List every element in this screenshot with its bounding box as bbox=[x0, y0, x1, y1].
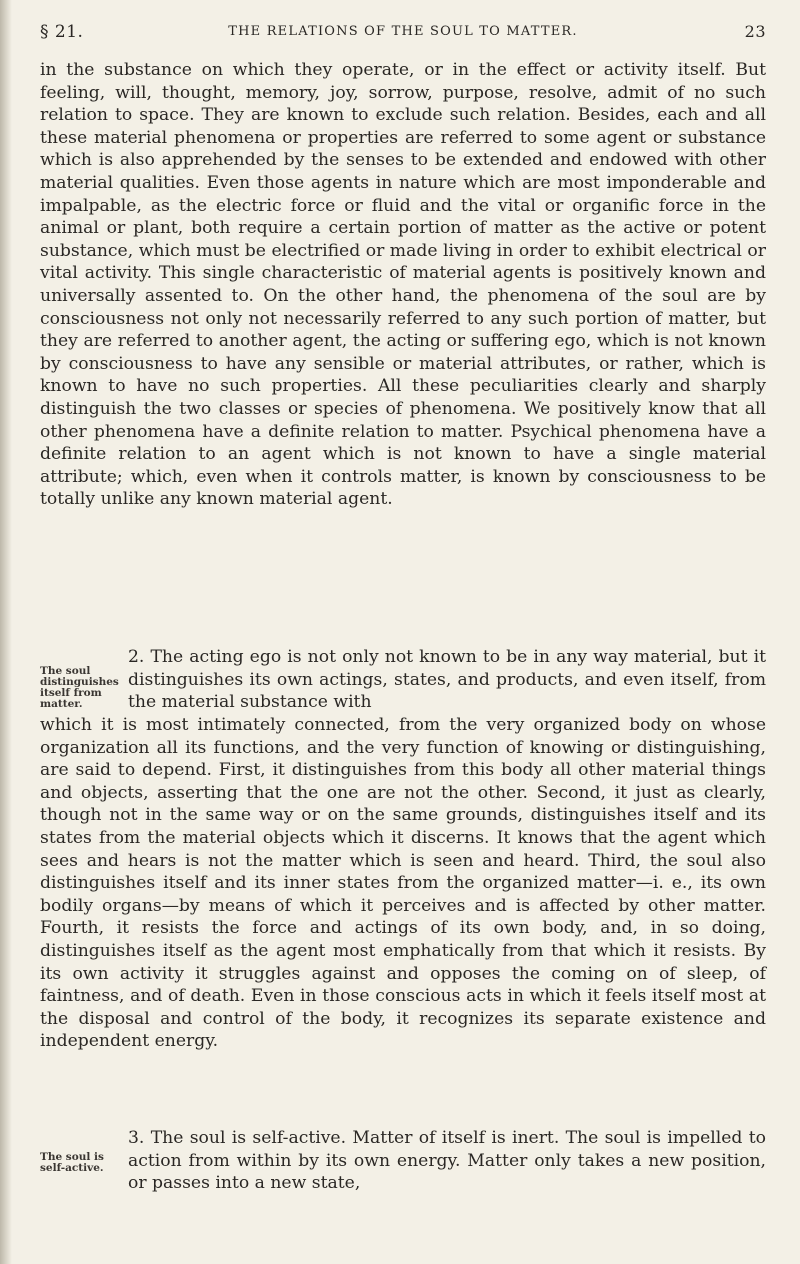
paragraph-2-lead: 2. The acting ego is not only not known to be in any way material, but it distinguishes its own actings, states, and products, and even itself, from the material substance with bbox=[128, 647, 766, 713]
margin-note-soul-distinguishes: The soul distinguishes itself from matter. bbox=[40, 665, 119, 710]
page-edge-shadow bbox=[0, 0, 12, 1264]
running-header bbox=[40, 18, 766, 48]
paragraph-2-body: which it is most intimately connected, from the very organized body on whose organization all its functions, and the very function of knowing or distinguishing, are said to depend. First, it distinguishes from this body all other material things and objects, asserting that the one are not the other. Second, it just as clearly, though not in the same way or on the same grounds, distinguishes itself and its states from the material objects which it discerns. It knows that the agent which sees and hears is not the matter which is seen and heard. Third, the soul also distinguishes itself and its inner states from the organized matter—i. e., its own bodily organs—by means of which it perceives and is affected by other matter. Fourth, it resists the force and actings of its own body, and, in so doing, distinguishes itself as the agent most emphatically from that which it resists. By its own activity it struggles against and opposes the coming on of sleep, of faintness, and of death. Even in those conscious acts in which it feels itself most at the disposal and control of the body, it recognizes its separate existence and independent energy. bbox=[40, 715, 766, 1052]
section-number: § 21. bbox=[40, 22, 84, 42]
margin-note-self-active: The soul is self-active. bbox=[40, 1151, 104, 1174]
page-number: 23 bbox=[744, 22, 766, 41]
paragraph-1: in the substance on which they operate, or in the effect or activity itself. But feeling, will, thought, memory, joy, sorrow, purpose, resolve, admit of no such relation to space. They are known to exclude such relation. Besides, each and all these material phenomena or properties are referred to some agent or substance which is also apprehended by the senses to be extended and endowed with other material qualities. Even those agents in nature which are most imponderable and impalpable, as the electric force or fluid and the vital or organific force in the animal or plant, both require a certain portion of matter as the active or potent substance, which must be electrified or made living in order to exhibit electrical or vital activity. This single characteristic of material agents is positively known and universally assented to. On the other hand, the phenomena of the soul are by consciousness not only not necessarily referred to any such portion of matter, but they are referred to another agent, the acting or suffering ego, which is not known by consciousness to have any sensible or material attributes, or rather, which is known to have no such properties. All these peculiarities clearly and sharply distinguish the two classes or species of phenomena. We positively know that all other phenomena have a definite relation to matter. Psychical phenomena have a definite relation to an agent which is not known to have a single material attribute; which, even when it controls matter, is known by consciousness to be totally unlike any known material agent. bbox=[40, 60, 766, 510]
running-title: THE RELATIONS OF THE SOUL TO MATTER. bbox=[228, 24, 578, 39]
paragraph-3-lead: 3. The soul is self-active. Matter of itself is inert. The soul is impelled to action from within by its own energy. Matter only takes a new position, or passes into a new state, bbox=[128, 1128, 766, 1194]
